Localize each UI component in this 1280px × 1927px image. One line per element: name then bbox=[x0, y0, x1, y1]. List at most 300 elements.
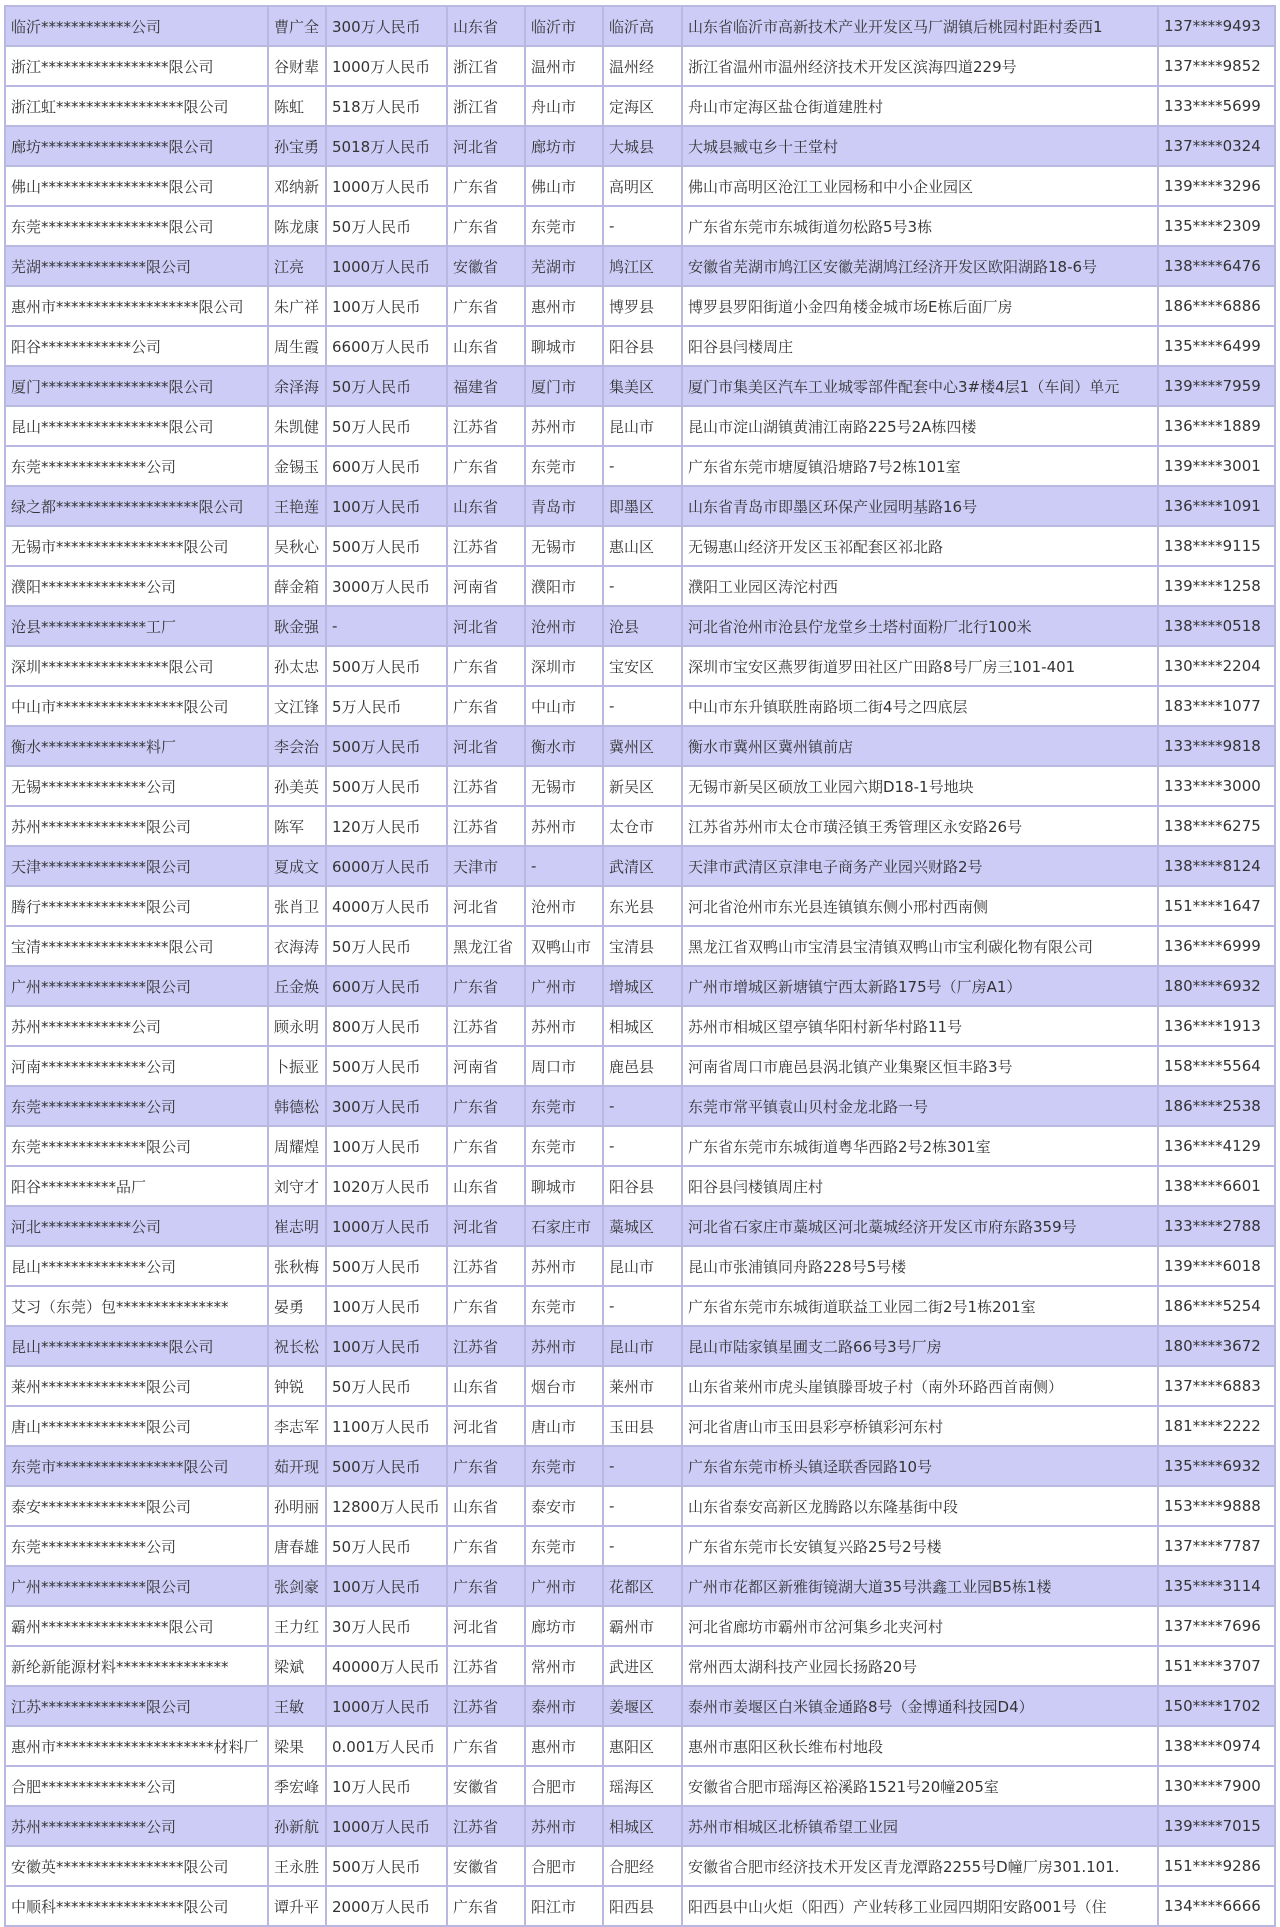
company-name-cell[interactable]: 莱州**************限公司 bbox=[5, 1366, 268, 1406]
city-cell[interactable]: 苏州市 bbox=[525, 1246, 603, 1286]
district-cell[interactable]: 惠阳区 bbox=[603, 1726, 682, 1766]
city-cell[interactable]: 苏州市 bbox=[525, 806, 603, 846]
registered-capital-cell[interactable]: 500万人民币 bbox=[326, 526, 447, 566]
company-name-cell[interactable]: 东莞*****************限公司 bbox=[5, 206, 268, 246]
district-cell[interactable]: 合肥经 bbox=[603, 1846, 682, 1886]
province-cell[interactable]: 江苏省 bbox=[447, 526, 525, 566]
province-cell[interactable]: 广东省 bbox=[447, 1886, 525, 1926]
district-cell[interactable]: 昆山市 bbox=[603, 406, 682, 446]
city-cell[interactable]: 濮阳市 bbox=[525, 566, 603, 606]
address-cell[interactable]: 江苏省苏州市太仓市璜泾镇王秀管理区永安路26号 bbox=[682, 806, 1158, 846]
company-name-cell[interactable]: 濮阳**************公司 bbox=[5, 566, 268, 606]
legal-rep-cell[interactable]: 李会治 bbox=[268, 726, 326, 766]
phone-cell[interactable]: 180****6932 bbox=[1158, 966, 1275, 1006]
registered-capital-cell[interactable]: 1000万人民币 bbox=[326, 166, 447, 206]
phone-cell[interactable]: 151****3707 bbox=[1158, 1646, 1275, 1686]
legal-rep-cell[interactable]: 王永胜 bbox=[268, 1846, 326, 1886]
province-cell[interactable]: 山东省 bbox=[447, 1366, 525, 1406]
registered-capital-cell[interactable]: 100万人民币 bbox=[326, 1566, 447, 1606]
table-row[interactable] bbox=[5, 1606, 1275, 1646]
district-cell[interactable]: 宝安区 bbox=[603, 646, 682, 686]
company-name-cell[interactable]: 绿之都*******************限公司 bbox=[5, 486, 268, 526]
registered-capital-cell[interactable]: 50万人民币 bbox=[326, 206, 447, 246]
legal-rep-cell[interactable]: 李志军 bbox=[268, 1406, 326, 1446]
city-cell[interactable]: 石家庄市 bbox=[525, 1206, 603, 1246]
legal-rep-cell[interactable]: 梁果 bbox=[268, 1726, 326, 1766]
address-cell[interactable]: 常州西太湖科技产业园长扬路20号 bbox=[682, 1646, 1158, 1686]
address-cell[interactable]: 河北省廊坊市霸州市岔河集乡北夹河村 bbox=[682, 1606, 1158, 1646]
phone-cell[interactable]: 136****1913 bbox=[1158, 1006, 1275, 1046]
legal-rep-cell[interactable]: 孙宝勇 bbox=[268, 126, 326, 166]
province-cell[interactable]: 山东省 bbox=[447, 6, 525, 46]
address-cell[interactable]: 昆山市淀山湖镇黄浦江南路225号2A栋四楼 bbox=[682, 406, 1158, 446]
district-cell[interactable]: - bbox=[603, 1086, 682, 1126]
district-cell[interactable]: 霸州市 bbox=[603, 1606, 682, 1646]
address-cell[interactable]: 东莞市常平镇袁山贝村金龙北路一号 bbox=[682, 1086, 1158, 1126]
city-cell[interactable]: 惠州市 bbox=[525, 1726, 603, 1766]
city-cell[interactable]: 常州市 bbox=[525, 1646, 603, 1686]
province-cell[interactable]: 广东省 bbox=[447, 1726, 525, 1766]
legal-rep-cell[interactable]: 朱广祥 bbox=[268, 286, 326, 326]
province-cell[interactable]: 安徽省 bbox=[447, 1766, 525, 1806]
table-row[interactable] bbox=[5, 1366, 1275, 1406]
city-cell[interactable]: 廊坊市 bbox=[525, 1606, 603, 1646]
phone-cell[interactable]: 136****1091 bbox=[1158, 486, 1275, 526]
table-row[interactable] bbox=[5, 1206, 1275, 1246]
district-cell[interactable]: 昆山市 bbox=[603, 1326, 682, 1366]
phone-cell[interactable]: 133****5699 bbox=[1158, 86, 1275, 126]
province-cell[interactable]: 江苏省 bbox=[447, 806, 525, 846]
address-cell[interactable]: 惠州市惠阳区秋长维布村地段 bbox=[682, 1726, 1158, 1766]
legal-rep-cell[interactable]: 谷财辈 bbox=[268, 46, 326, 86]
city-cell[interactable]: 苏州市 bbox=[525, 1006, 603, 1046]
legal-rep-cell[interactable]: 祝长松 bbox=[268, 1326, 326, 1366]
district-cell[interactable]: 太仓市 bbox=[603, 806, 682, 846]
company-name-cell[interactable]: 东莞**************公司 bbox=[5, 1526, 268, 1566]
company-name-cell[interactable]: 广州**************限公司 bbox=[5, 966, 268, 1006]
address-cell[interactable]: 广东省东莞市东城街道粤华西路2号2栋301室 bbox=[682, 1126, 1158, 1166]
address-cell[interactable]: 广州市增城区新塘镇宁西太新路175号（厂房A1） bbox=[682, 966, 1158, 1006]
province-cell[interactable]: 山东省 bbox=[447, 326, 525, 366]
district-cell[interactable]: 博罗县 bbox=[603, 286, 682, 326]
province-cell[interactable]: 广东省 bbox=[447, 446, 525, 486]
table-row[interactable] bbox=[5, 326, 1275, 366]
province-cell[interactable]: 河北省 bbox=[447, 1406, 525, 1446]
table-row[interactable] bbox=[5, 166, 1275, 206]
phone-cell[interactable]: 138****0974 bbox=[1158, 1726, 1275, 1766]
legal-rep-cell[interactable]: 谭升平 bbox=[268, 1886, 326, 1926]
address-cell[interactable]: 河北省沧州市沧县佇龙堂乡土塔村面粉厂北行100米 bbox=[682, 606, 1158, 646]
table-row[interactable] bbox=[5, 806, 1275, 846]
registered-capital-cell[interactable]: 500万人民币 bbox=[326, 1046, 447, 1086]
province-cell[interactable]: 河北省 bbox=[447, 886, 525, 926]
legal-rep-cell[interactable]: 陈龙康 bbox=[268, 206, 326, 246]
company-name-cell[interactable]: 昆山*****************限公司 bbox=[5, 406, 268, 446]
legal-rep-cell[interactable]: 卜振亚 bbox=[268, 1046, 326, 1086]
province-cell[interactable]: 浙江省 bbox=[447, 86, 525, 126]
legal-rep-cell[interactable]: 余泽海 bbox=[268, 366, 326, 406]
district-cell[interactable]: 姜堰区 bbox=[603, 1686, 682, 1726]
company-name-cell[interactable]: 阳谷************公司 bbox=[5, 326, 268, 366]
table-row[interactable] bbox=[5, 46, 1275, 86]
phone-cell[interactable]: 139****1258 bbox=[1158, 566, 1275, 606]
company-name-cell[interactable]: 东莞**************公司 bbox=[5, 446, 268, 486]
phone-cell[interactable]: 138****6275 bbox=[1158, 806, 1275, 846]
district-cell[interactable]: 武清区 bbox=[603, 846, 682, 886]
city-cell[interactable]: 泰安市 bbox=[525, 1486, 603, 1526]
address-cell[interactable]: 阳西县中山火炬（阳西）产业转移工业园四期阳安路001号（住 bbox=[682, 1886, 1158, 1926]
phone-cell[interactable]: 138****9115 bbox=[1158, 526, 1275, 566]
company-name-cell[interactable]: 无锡市*****************限公司 bbox=[5, 526, 268, 566]
legal-rep-cell[interactable]: 茹开现 bbox=[268, 1446, 326, 1486]
table-row[interactable] bbox=[5, 1726, 1275, 1766]
phone-cell[interactable]: 133****9818 bbox=[1158, 726, 1275, 766]
province-cell[interactable]: 山东省 bbox=[447, 1166, 525, 1206]
province-cell[interactable]: 河南省 bbox=[447, 1046, 525, 1086]
address-cell[interactable]: 厦门市集美区汽车工业城零部件配套中心3#楼4层1（车间）单元 bbox=[682, 366, 1158, 406]
company-name-cell[interactable]: 苏州**************限公司 bbox=[5, 806, 268, 846]
table-row[interactable] bbox=[5, 1286, 1275, 1326]
district-cell[interactable]: 沧县 bbox=[603, 606, 682, 646]
province-cell[interactable]: 福建省 bbox=[447, 366, 525, 406]
phone-cell[interactable]: 136****4129 bbox=[1158, 1126, 1275, 1166]
company-name-cell[interactable]: 沧县**************工厂 bbox=[5, 606, 268, 646]
registered-capital-cell[interactable]: 1000万人民币 bbox=[326, 246, 447, 286]
table-row[interactable] bbox=[5, 1246, 1275, 1286]
phone-cell[interactable]: 139****3296 bbox=[1158, 166, 1275, 206]
district-cell[interactable]: 温州经 bbox=[603, 46, 682, 86]
phone-cell[interactable]: 137****7787 bbox=[1158, 1526, 1275, 1566]
phone-cell[interactable]: 135****6499 bbox=[1158, 326, 1275, 366]
registered-capital-cell[interactable]: 3000万人民币 bbox=[326, 566, 447, 606]
city-cell[interactable]: 合肥市 bbox=[525, 1846, 603, 1886]
phone-cell[interactable]: 130****2204 bbox=[1158, 646, 1275, 686]
city-cell[interactable]: 深圳市 bbox=[525, 646, 603, 686]
address-cell[interactable]: 广东省东莞市东城街道联益工业园二街2号1栋201室 bbox=[682, 1286, 1158, 1326]
table-row[interactable] bbox=[5, 526, 1275, 566]
phone-cell[interactable]: 151****9286 bbox=[1158, 1846, 1275, 1886]
registered-capital-cell[interactable]: 600万人民币 bbox=[326, 446, 447, 486]
company-name-cell[interactable]: 合肥**************公司 bbox=[5, 1766, 268, 1806]
legal-rep-cell[interactable]: 孙新航 bbox=[268, 1806, 326, 1846]
province-cell[interactable]: 河北省 bbox=[447, 606, 525, 646]
province-cell[interactable]: 江苏省 bbox=[447, 1646, 525, 1686]
address-cell[interactable]: 河北省石家庄市藁城区河北藁城经济开发区市府东路359号 bbox=[682, 1206, 1158, 1246]
registered-capital-cell[interactable]: 4000万人民币 bbox=[326, 886, 447, 926]
address-cell[interactable]: 山东省泰安高新区龙腾路以东隆基街中段 bbox=[682, 1486, 1158, 1526]
city-cell[interactable]: 东莞市 bbox=[525, 446, 603, 486]
district-cell[interactable]: 玉田县 bbox=[603, 1406, 682, 1446]
phone-cell[interactable]: 138****0518 bbox=[1158, 606, 1275, 646]
legal-rep-cell[interactable]: 夏成文 bbox=[268, 846, 326, 886]
table-row[interactable] bbox=[5, 686, 1275, 726]
address-cell[interactable]: 安徽省合肥市经济技术开发区青龙潭路2255号D幢厂房301.101. bbox=[682, 1846, 1158, 1886]
legal-rep-cell[interactable]: 季宏峰 bbox=[268, 1766, 326, 1806]
phone-cell[interactable]: 153****9888 bbox=[1158, 1486, 1275, 1526]
city-cell[interactable]: 惠州市 bbox=[525, 286, 603, 326]
registered-capital-cell[interactable]: 50万人民币 bbox=[326, 926, 447, 966]
registered-capital-cell[interactable]: 500万人民币 bbox=[326, 1246, 447, 1286]
legal-rep-cell[interactable]: 韩德松 bbox=[268, 1086, 326, 1126]
legal-rep-cell[interactable]: 顾永明 bbox=[268, 1006, 326, 1046]
city-cell[interactable]: - bbox=[525, 846, 603, 886]
address-cell[interactable]: 广州市花都区新雅街镜湖大道35号洪鑫工业园B5栋1楼 bbox=[682, 1566, 1158, 1606]
phone-cell[interactable]: 137****0324 bbox=[1158, 126, 1275, 166]
district-cell[interactable]: 阳谷县 bbox=[603, 1166, 682, 1206]
company-name-cell[interactable]: 芜湖**************限公司 bbox=[5, 246, 268, 286]
table-row[interactable] bbox=[5, 286, 1275, 326]
company-name-cell[interactable]: 安徽英*****************限公司 bbox=[5, 1846, 268, 1886]
province-cell[interactable]: 安徽省 bbox=[447, 1846, 525, 1886]
address-cell[interactable]: 无锡市新吴区硕放工业园六期D18-1号地块 bbox=[682, 766, 1158, 806]
legal-rep-cell[interactable]: 金锡玉 bbox=[268, 446, 326, 486]
legal-rep-cell[interactable]: 陈虹 bbox=[268, 86, 326, 126]
address-cell[interactable]: 深圳市宝安区燕罗街道罗田社区广田路8号厂房三101-401 bbox=[682, 646, 1158, 686]
legal-rep-cell[interactable]: 孙明丽 bbox=[268, 1486, 326, 1526]
registered-capital-cell[interactable]: 10万人民币 bbox=[326, 1766, 447, 1806]
province-cell[interactable]: 广东省 bbox=[447, 646, 525, 686]
province-cell[interactable]: 安徽省 bbox=[447, 246, 525, 286]
city-cell[interactable]: 沧州市 bbox=[525, 606, 603, 646]
registered-capital-cell[interactable]: 100万人民币 bbox=[326, 1126, 447, 1166]
company-name-cell[interactable]: 腾行**************限公司 bbox=[5, 886, 268, 926]
phone-cell[interactable]: 186****6886 bbox=[1158, 286, 1275, 326]
city-cell[interactable]: 厦门市 bbox=[525, 366, 603, 406]
city-cell[interactable]: 合肥市 bbox=[525, 1766, 603, 1806]
legal-rep-cell[interactable]: 张秋梅 bbox=[268, 1246, 326, 1286]
company-name-cell[interactable]: 阳谷**********品厂 bbox=[5, 1166, 268, 1206]
registered-capital-cell[interactable]: 1000万人民币 bbox=[326, 46, 447, 86]
province-cell[interactable]: 广东省 bbox=[447, 686, 525, 726]
legal-rep-cell[interactable]: 孙太忠 bbox=[268, 646, 326, 686]
registered-capital-cell[interactable]: 800万人民币 bbox=[326, 1006, 447, 1046]
registered-capital-cell[interactable]: 1000万人民币 bbox=[326, 1206, 447, 1246]
company-name-cell[interactable]: 惠州市*******************限公司 bbox=[5, 286, 268, 326]
legal-rep-cell[interactable]: 张剑豪 bbox=[268, 1566, 326, 1606]
company-name-cell[interactable]: 厦门*****************限公司 bbox=[5, 366, 268, 406]
company-name-cell[interactable]: 东莞**************公司 bbox=[5, 1086, 268, 1126]
table-row[interactable] bbox=[5, 6, 1275, 46]
table-row[interactable] bbox=[5, 1166, 1275, 1206]
registered-capital-cell[interactable]: 100万人民币 bbox=[326, 1326, 447, 1366]
registered-capital-cell[interactable]: 600万人民币 bbox=[326, 966, 447, 1006]
legal-rep-cell[interactable]: 孙美英 bbox=[268, 766, 326, 806]
district-cell[interactable]: 宝清县 bbox=[603, 926, 682, 966]
address-cell[interactable]: 广东省东莞市塘厦镇沿塘路7号2栋101室 bbox=[682, 446, 1158, 486]
address-cell[interactable]: 河南省周口市鹿邑县涡北镇产业集聚区恒丰路3号 bbox=[682, 1046, 1158, 1086]
company-name-cell[interactable]: 廊坊*****************限公司 bbox=[5, 126, 268, 166]
legal-rep-cell[interactable]: 吴秋心 bbox=[268, 526, 326, 566]
table-row[interactable] bbox=[5, 846, 1275, 886]
table-row[interactable] bbox=[5, 1486, 1275, 1526]
table-row[interactable] bbox=[5, 486, 1275, 526]
address-cell[interactable]: 山东省青岛市即墨区环保产业园明基路16号 bbox=[682, 486, 1158, 526]
registered-capital-cell[interactable]: 5万人民币 bbox=[326, 686, 447, 726]
table-row[interactable] bbox=[5, 566, 1275, 606]
company-name-cell[interactable]: 佛山*****************限公司 bbox=[5, 166, 268, 206]
phone-cell[interactable]: 139****6018 bbox=[1158, 1246, 1275, 1286]
legal-rep-cell[interactable]: 张肖卫 bbox=[268, 886, 326, 926]
city-cell[interactable]: 无锡市 bbox=[525, 526, 603, 566]
city-cell[interactable]: 唐山市 bbox=[525, 1406, 603, 1446]
registered-capital-cell[interactable]: 50万人民币 bbox=[326, 1366, 447, 1406]
registered-capital-cell[interactable]: 6600万人民币 bbox=[326, 326, 447, 366]
district-cell[interactable]: - bbox=[603, 206, 682, 246]
registered-capital-cell[interactable]: 300万人民币 bbox=[326, 6, 447, 46]
city-cell[interactable]: 苏州市 bbox=[525, 1806, 603, 1846]
city-cell[interactable]: 东莞市 bbox=[525, 1126, 603, 1166]
company-name-cell[interactable]: 昆山*****************限公司 bbox=[5, 1326, 268, 1366]
table-row[interactable] bbox=[5, 1006, 1275, 1046]
city-cell[interactable]: 苏州市 bbox=[525, 406, 603, 446]
legal-rep-cell[interactable]: 王敏 bbox=[268, 1686, 326, 1726]
address-cell[interactable]: 山东省临沂市高新技术产业开发区马厂湖镇后桃园村距村委西1 bbox=[682, 6, 1158, 46]
address-cell[interactable]: 大城县臧屯乡十王堂村 bbox=[682, 126, 1158, 166]
province-cell[interactable]: 天津市 bbox=[447, 846, 525, 886]
registered-capital-cell[interactable]: 300万人民币 bbox=[326, 1086, 447, 1126]
city-cell[interactable]: 东莞市 bbox=[525, 1286, 603, 1326]
address-cell[interactable]: 佛山市高明区沧江工业园杨和中小企业园区 bbox=[682, 166, 1158, 206]
phone-cell[interactable]: 138****6476 bbox=[1158, 246, 1275, 286]
registered-capital-cell[interactable]: 1000万人民币 bbox=[326, 1686, 447, 1726]
company-name-cell[interactable]: 昆山**************公司 bbox=[5, 1246, 268, 1286]
phone-cell[interactable]: 135****3114 bbox=[1158, 1566, 1275, 1606]
phone-cell[interactable]: 135****2309 bbox=[1158, 206, 1275, 246]
legal-rep-cell[interactable]: 朱凯健 bbox=[268, 406, 326, 446]
registered-capital-cell[interactable]: 2000万人民币 bbox=[326, 1886, 447, 1926]
district-cell[interactable]: 临沂高 bbox=[603, 6, 682, 46]
province-cell[interactable]: 江苏省 bbox=[447, 766, 525, 806]
city-cell[interactable]: 广州市 bbox=[525, 966, 603, 1006]
address-cell[interactable]: 天津市武清区京津电子商务产业园兴财路2号 bbox=[682, 846, 1158, 886]
address-cell[interactable]: 广东省东莞市长安镇复兴路25号2号楼 bbox=[682, 1526, 1158, 1566]
registered-capital-cell[interactable]: 5018万人民币 bbox=[326, 126, 447, 166]
address-cell[interactable]: 河北省唐山市玉田县彩亭桥镇彩河东村 bbox=[682, 1406, 1158, 1446]
city-cell[interactable]: 衡水市 bbox=[525, 726, 603, 766]
address-cell[interactable]: 山东省莱州市虎头崖镇滕哥坡子村（南外环路西首南侧） bbox=[682, 1366, 1158, 1406]
phone-cell[interactable]: 136****6999 bbox=[1158, 926, 1275, 966]
city-cell[interactable]: 烟台市 bbox=[525, 1366, 603, 1406]
company-name-cell[interactable]: 泰安**************限公司 bbox=[5, 1486, 268, 1526]
district-cell[interactable]: - bbox=[603, 1486, 682, 1526]
registered-capital-cell[interactable]: 500万人民币 bbox=[326, 1446, 447, 1486]
province-cell[interactable]: 广东省 bbox=[447, 966, 525, 1006]
company-name-cell[interactable]: 天津**************限公司 bbox=[5, 846, 268, 886]
district-cell[interactable]: 鹿邑县 bbox=[603, 1046, 682, 1086]
phone-cell[interactable]: 133****3000 bbox=[1158, 766, 1275, 806]
company-name-cell[interactable]: 江苏**************限公司 bbox=[5, 1686, 268, 1726]
company-name-cell[interactable]: 中顺科*****************限公司 bbox=[5, 1886, 268, 1926]
district-cell[interactable]: 相城区 bbox=[603, 1806, 682, 1846]
table-row[interactable] bbox=[5, 446, 1275, 486]
district-cell[interactable]: - bbox=[603, 446, 682, 486]
province-cell[interactable]: 河南省 bbox=[447, 566, 525, 606]
phone-cell[interactable]: 134****6666 bbox=[1158, 1886, 1275, 1926]
address-cell[interactable]: 衡水市冀州区冀州镇前店 bbox=[682, 726, 1158, 766]
legal-rep-cell[interactable]: 刘守才 bbox=[268, 1166, 326, 1206]
legal-rep-cell[interactable]: 钟锐 bbox=[268, 1366, 326, 1406]
city-cell[interactable]: 东莞市 bbox=[525, 1446, 603, 1486]
registered-capital-cell[interactable]: 1100万人民币 bbox=[326, 1406, 447, 1446]
registered-capital-cell[interactable]: 120万人民币 bbox=[326, 806, 447, 846]
city-cell[interactable]: 青岛市 bbox=[525, 486, 603, 526]
province-cell[interactable]: 浙江省 bbox=[447, 46, 525, 86]
registered-capital-cell[interactable]: 100万人民币 bbox=[326, 1286, 447, 1326]
legal-rep-cell[interactable]: 晏勇 bbox=[268, 1286, 326, 1326]
legal-rep-cell[interactable]: 邓纳新 bbox=[268, 166, 326, 206]
city-cell[interactable]: 苏州市 bbox=[525, 1326, 603, 1366]
table-row[interactable] bbox=[5, 1406, 1275, 1446]
address-cell[interactable]: 安徽省合肥市瑶海区裕溪路1521号20幢205室 bbox=[682, 1766, 1158, 1806]
table-row[interactable] bbox=[5, 1086, 1275, 1126]
table-row[interactable] bbox=[5, 406, 1275, 446]
legal-rep-cell[interactable]: 王艳莲 bbox=[268, 486, 326, 526]
registered-capital-cell[interactable]: 1000万人民币 bbox=[326, 1806, 447, 1846]
district-cell[interactable]: 定海区 bbox=[603, 86, 682, 126]
address-cell[interactable]: 泰州市姜堰区白米镇金通路8号（金博通科技园D4） bbox=[682, 1686, 1158, 1726]
city-cell[interactable]: 周口市 bbox=[525, 1046, 603, 1086]
address-cell[interactable]: 广东省东莞市东城街道勿松路5号3栋 bbox=[682, 206, 1158, 246]
city-cell[interactable]: 聊城市 bbox=[525, 1166, 603, 1206]
company-name-cell[interactable]: 浙江虹*****************限公司 bbox=[5, 86, 268, 126]
registered-capital-cell[interactable]: - bbox=[326, 606, 447, 646]
company-name-cell[interactable]: 河南**************公司 bbox=[5, 1046, 268, 1086]
table-row[interactable] bbox=[5, 1886, 1275, 1926]
address-cell[interactable]: 阳谷县闫楼周庄 bbox=[682, 326, 1158, 366]
district-cell[interactable]: 集美区 bbox=[603, 366, 682, 406]
district-cell[interactable]: 相城区 bbox=[603, 1006, 682, 1046]
company-name-cell[interactable]: 衡水**************料厂 bbox=[5, 726, 268, 766]
district-cell[interactable]: 冀州区 bbox=[603, 726, 682, 766]
phone-cell[interactable]: 186****5254 bbox=[1158, 1286, 1275, 1326]
table-row[interactable] bbox=[5, 926, 1275, 966]
table-row[interactable] bbox=[5, 726, 1275, 766]
city-cell[interactable]: 聊城市 bbox=[525, 326, 603, 366]
province-cell[interactable]: 江苏省 bbox=[447, 1246, 525, 1286]
table-row[interactable] bbox=[5, 1526, 1275, 1566]
company-name-cell[interactable]: 艾习（东莞）包*************** bbox=[5, 1286, 268, 1326]
registered-capital-cell[interactable]: 30万人民币 bbox=[326, 1606, 447, 1646]
registered-capital-cell[interactable]: 50万人民币 bbox=[326, 1526, 447, 1566]
phone-cell[interactable]: 137****9493 bbox=[1158, 6, 1275, 46]
company-name-cell[interactable]: 中山市*****************限公司 bbox=[5, 686, 268, 726]
phone-cell[interactable]: 137****9852 bbox=[1158, 46, 1275, 86]
district-cell[interactable]: - bbox=[603, 1286, 682, 1326]
district-cell[interactable]: 阳谷县 bbox=[603, 326, 682, 366]
phone-cell[interactable]: 150****1702 bbox=[1158, 1686, 1275, 1726]
province-cell[interactable]: 河北省 bbox=[447, 1606, 525, 1646]
phone-cell[interactable]: 180****3672 bbox=[1158, 1326, 1275, 1366]
table-row[interactable] bbox=[5, 606, 1275, 646]
province-cell[interactable]: 江苏省 bbox=[447, 1686, 525, 1726]
district-cell[interactable]: 阳西县 bbox=[603, 1886, 682, 1926]
district-cell[interactable]: 藁城区 bbox=[603, 1206, 682, 1246]
company-name-cell[interactable]: 苏州**************公司 bbox=[5, 1806, 268, 1846]
address-cell[interactable]: 广东省东莞市桥头镇迳联香园路10号 bbox=[682, 1446, 1158, 1486]
address-cell[interactable]: 舟山市定海区盐仓街道建胜村 bbox=[682, 86, 1158, 126]
legal-rep-cell[interactable]: 衣海涛 bbox=[268, 926, 326, 966]
phone-cell[interactable]: 151****1647 bbox=[1158, 886, 1275, 926]
city-cell[interactable]: 广州市 bbox=[525, 1566, 603, 1606]
registered-capital-cell[interactable]: 518万人民币 bbox=[326, 86, 447, 126]
district-cell[interactable]: - bbox=[603, 1526, 682, 1566]
table-row[interactable] bbox=[5, 86, 1275, 126]
province-cell[interactable]: 广东省 bbox=[447, 286, 525, 326]
company-name-cell[interactable]: 唐山**************限公司 bbox=[5, 1406, 268, 1446]
phone-cell[interactable]: 158****5564 bbox=[1158, 1046, 1275, 1086]
district-cell[interactable]: - bbox=[603, 1126, 682, 1166]
registered-capital-cell[interactable]: 6000万人民币 bbox=[326, 846, 447, 886]
